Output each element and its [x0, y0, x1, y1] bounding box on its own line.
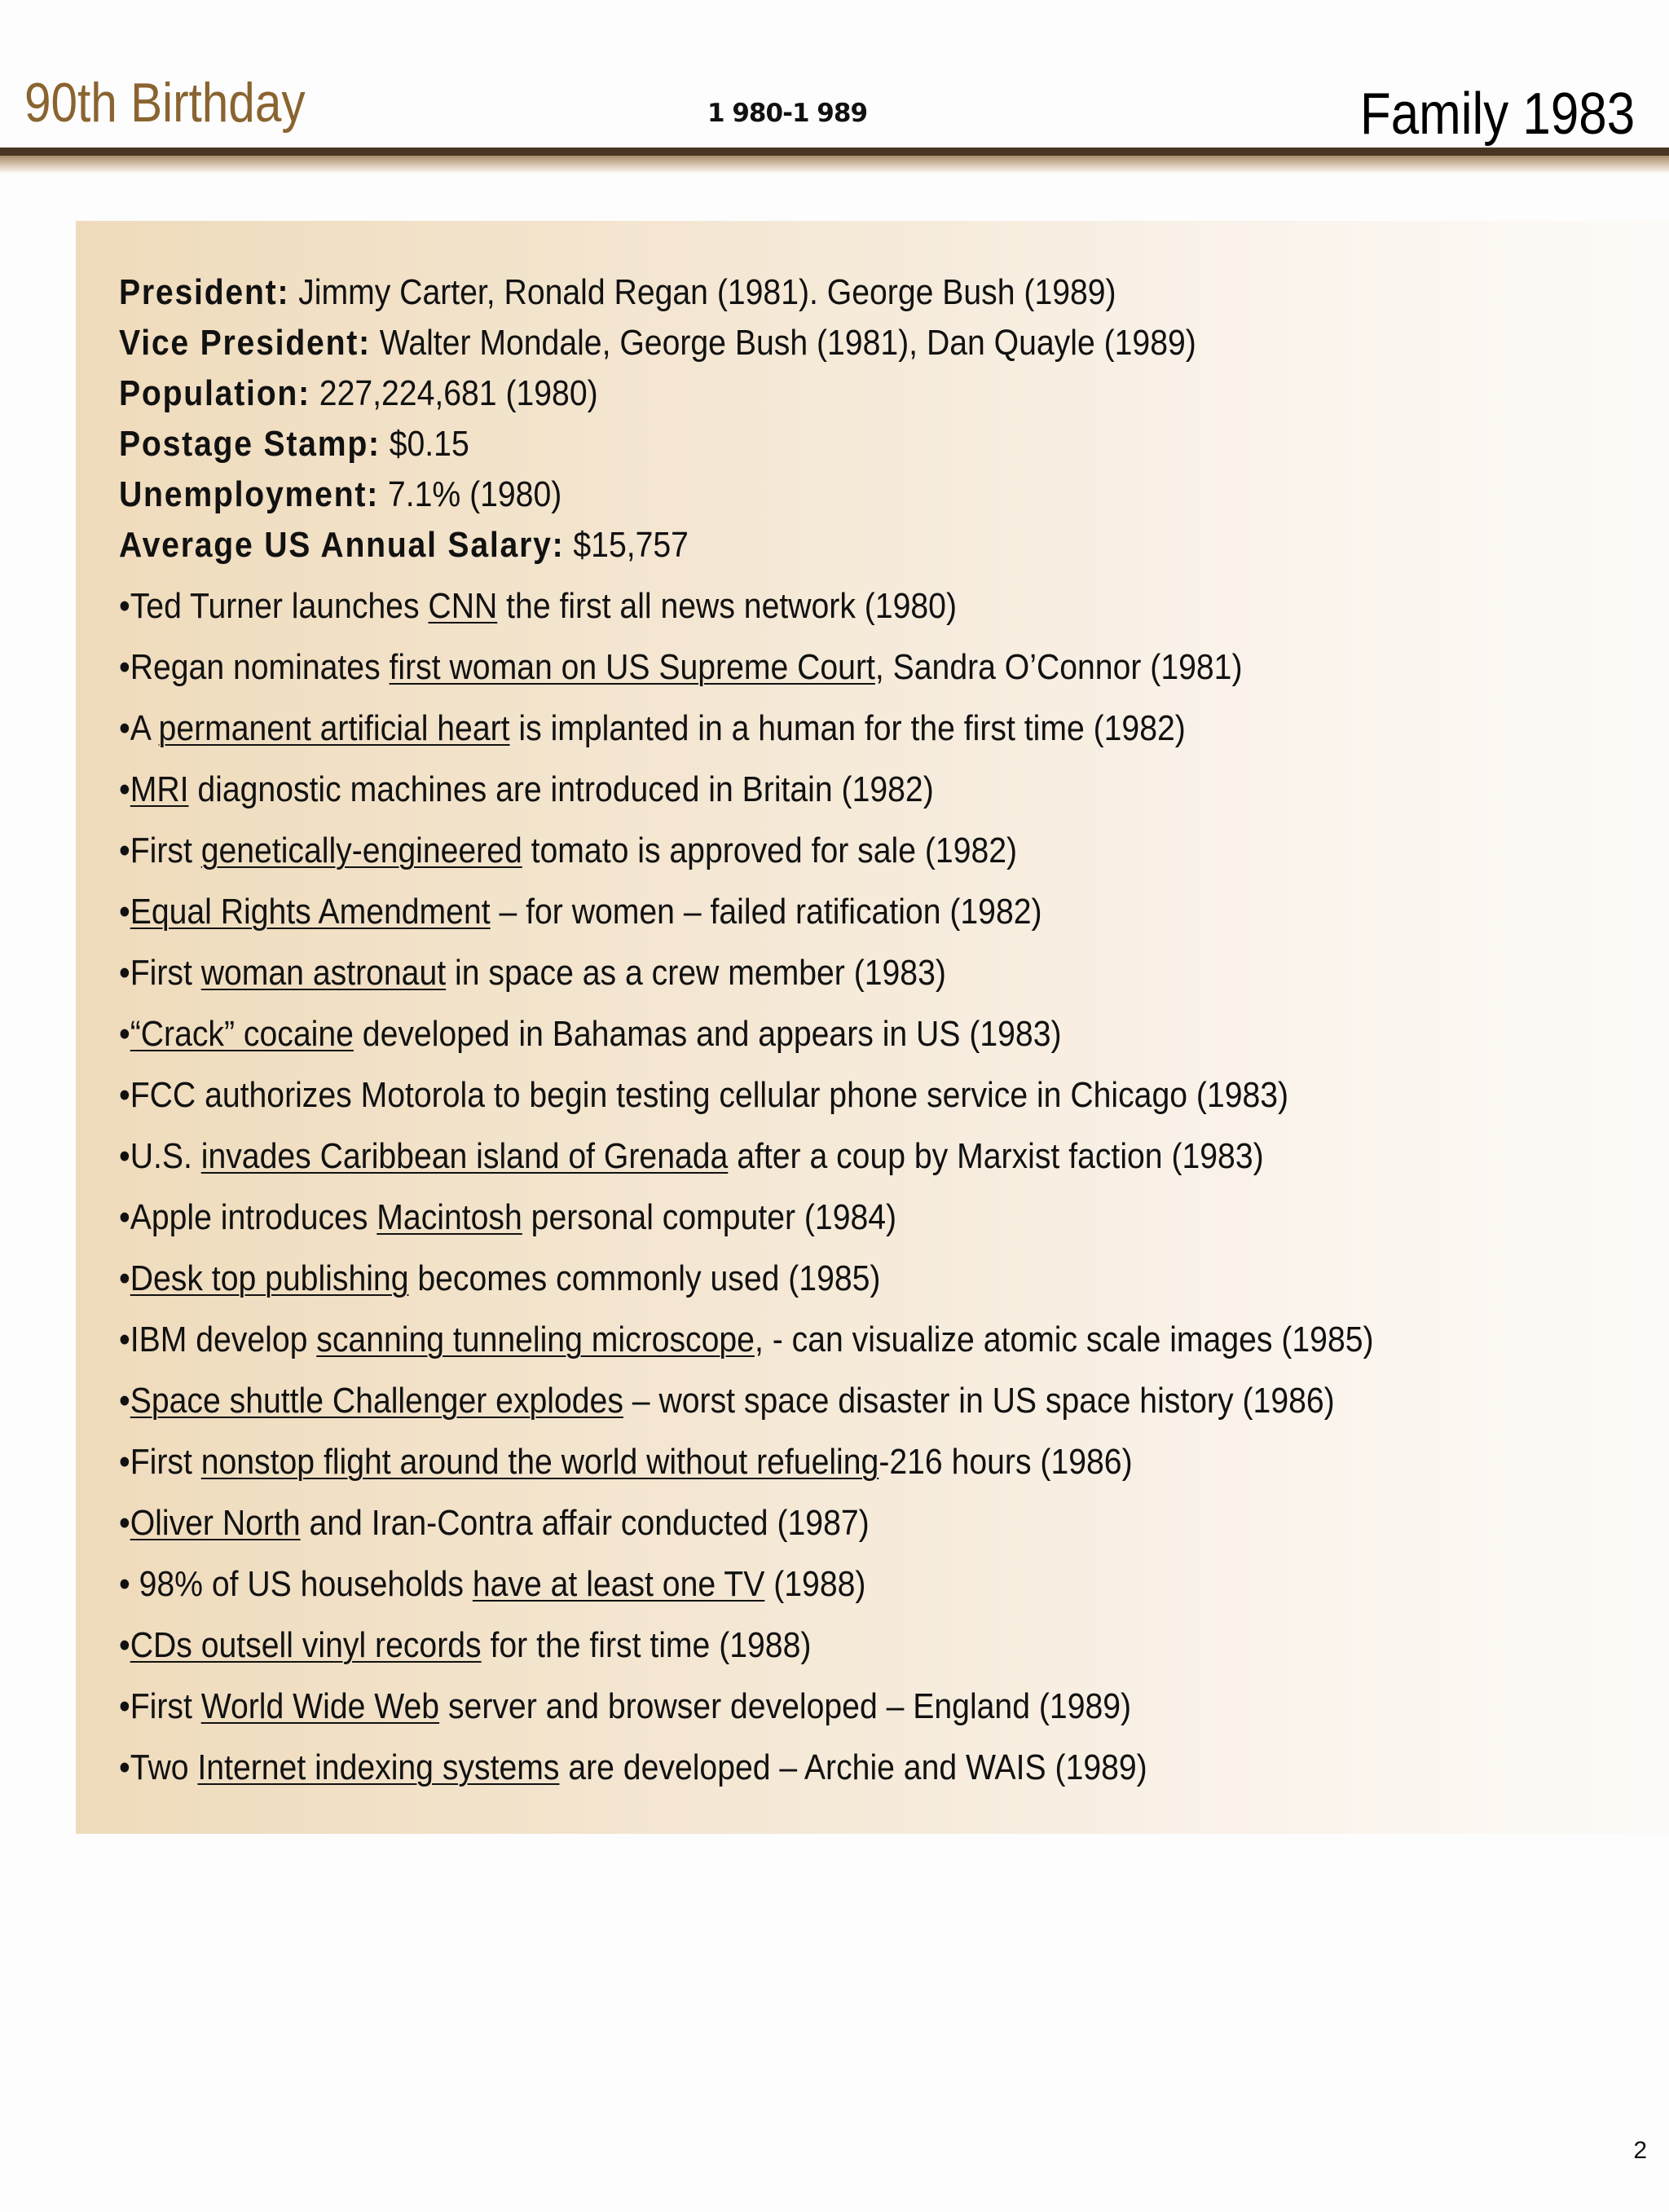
event-text: , - can visualize atomic scale images (1985) — [754, 1320, 1374, 1359]
stat-value: $15,757 — [564, 525, 689, 565]
event-text: developed in Bahamas and appears in US (1983) — [353, 1014, 1062, 1054]
stat-population — [119, 373, 598, 413]
event-link[interactable]: scanning tunneling microscope — [316, 1320, 755, 1359]
event-text: – worst space disaster in US space history (1986) — [623, 1381, 1335, 1421]
event-item — [119, 1566, 865, 1602]
page-number: 2 — [1633, 2137, 1647, 2164]
event-text: after a coup by Marxist faction (1983) — [728, 1136, 1264, 1176]
event-text: in space as a crew member (1983) — [446, 953, 946, 993]
event-text: -216 hours (1986) — [879, 1442, 1133, 1482]
event-link[interactable]: Oliver North — [130, 1503, 301, 1543]
event-link[interactable]: MRI — [130, 769, 189, 809]
event-item — [119, 708, 1186, 748]
event-item — [119, 1077, 1288, 1113]
stat-average-salary — [119, 527, 689, 563]
event-text: – for women – failed ratification (1982) — [490, 892, 1042, 932]
event-text: and Iran-Contra affair conducted (1987) — [300, 1503, 870, 1543]
event-item — [119, 1258, 881, 1298]
event-text: • 98% of US households — [119, 1564, 473, 1604]
event-link[interactable]: have at least one TV — [472, 1564, 765, 1604]
event-text: • — [119, 1014, 130, 1054]
event-item — [119, 588, 957, 624]
stat-vice-president — [119, 325, 1196, 361]
event-item — [119, 955, 946, 991]
event-item — [119, 1383, 1335, 1419]
stat-label: Vice President: — [119, 323, 371, 363]
stat-postage-stamp — [119, 426, 469, 462]
stat-unemployment — [119, 474, 562, 514]
event-text: •Two — [119, 1747, 198, 1787]
stat-label: Unemployment: — [119, 474, 380, 514]
event-link[interactable]: Desk top publishing — [130, 1258, 409, 1298]
header-title: 90th Birthday — [24, 72, 306, 134]
event-text: •A — [119, 708, 159, 748]
event-text: are developed – Archie and WAIS (1989) — [559, 1747, 1147, 1787]
event-item — [119, 833, 1017, 869]
event-text: for the first time (1988) — [481, 1625, 812, 1665]
event-text: •Regan nominates — [119, 647, 390, 687]
event-text: •Apple introduces — [119, 1197, 377, 1237]
event-text: becomes commonly used (1985) — [408, 1258, 881, 1298]
event-text: •U.S. — [119, 1136, 201, 1176]
stat-label: Population: — [119, 373, 310, 413]
stat-value: 227,224,681 (1980) — [310, 373, 598, 413]
event-text: •Ted Turner launches — [119, 586, 429, 626]
event-text: , Sandra O’Connor (1981) — [874, 647, 1243, 687]
event-link[interactable]: woman astronaut — [200, 953, 447, 993]
event-item — [119, 1136, 1264, 1176]
event-item — [119, 1747, 1147, 1787]
event-text: •First — [119, 831, 201, 870]
event-link[interactable]: genetically-engineered — [200, 831, 522, 870]
event-item — [119, 769, 934, 809]
event-item — [119, 1686, 1132, 1726]
event-text: •First — [119, 953, 201, 993]
event-link[interactable]: invades Caribbean island of Grenada — [200, 1136, 729, 1176]
header-decade: 1 980-1 989 — [707, 99, 868, 128]
event-item — [119, 1444, 1133, 1480]
stat-label: Postage Stamp: — [119, 424, 381, 464]
event-item — [119, 1197, 897, 1237]
event-text: • — [119, 1258, 130, 1298]
event-text: •First — [119, 1442, 201, 1482]
event-link[interactable]: “Crack” cocaine — [130, 1014, 354, 1054]
header-rule — [0, 148, 1669, 156]
event-text: (1988) — [764, 1564, 866, 1604]
event-item — [119, 647, 1243, 687]
event-text: •FCC authorizes Motorola to begin testing cellular phone service in Chicago (1983) — [119, 1075, 1289, 1115]
header-rule-shadow — [0, 156, 1669, 174]
event-link[interactable]: Equal Rights Amendment — [130, 892, 491, 932]
event-link[interactable]: CDs outsell vinyl records — [130, 1625, 482, 1665]
event-item — [119, 1625, 812, 1665]
event-text: •First — [119, 1686, 201, 1726]
event-link[interactable]: nonstop flight around the world without refueling — [200, 1442, 879, 1482]
event-link[interactable]: Macintosh — [377, 1197, 522, 1237]
stat-value: $0.15 — [380, 424, 469, 464]
event-text: • — [119, 892, 130, 932]
stat-label: President: — [119, 272, 290, 312]
event-link[interactable]: Internet indexing systems — [197, 1747, 560, 1787]
event-text: the first all news network (1980) — [497, 586, 957, 626]
event-item — [119, 1016, 1062, 1052]
event-text: • — [119, 1381, 130, 1421]
stat-value: 7.1% (1980) — [379, 474, 562, 514]
event-link[interactable]: Space shuttle Challenger explodes — [130, 1381, 623, 1421]
event-link[interactable]: first woman on US Supreme Court — [389, 647, 875, 687]
event-text: • — [119, 1625, 130, 1665]
event-text: • — [119, 769, 130, 809]
stat-value: Jimmy Carter, Ronald Regan (1981). George Bush (1989) — [289, 272, 1116, 312]
event-text: tomato is approved for sale (1982) — [522, 831, 1018, 870]
event-text: personal computer (1984) — [522, 1197, 897, 1237]
event-link[interactable]: permanent artificial heart — [158, 708, 510, 748]
event-text: • — [119, 1503, 130, 1543]
event-link[interactable]: World Wide Web — [200, 1686, 440, 1726]
stat-value: Walter Mondale, George Bush (1981), Dan Quayle (1989) — [370, 323, 1196, 363]
event-text: is implanted in a human for the first time (1982) — [509, 708, 1186, 748]
event-item — [119, 894, 1042, 930]
header-section-title: Family 1983 — [1359, 82, 1635, 147]
event-link[interactable]: CNN — [428, 586, 498, 626]
stat-label: Average US Annual Salary: — [119, 525, 565, 565]
event-text: •IBM develop — [119, 1320, 317, 1359]
event-text: server and browser developed – England (1989) — [439, 1686, 1132, 1726]
event-item — [119, 1505, 870, 1541]
event-text: diagnostic machines are introduced in Britain (1982) — [188, 769, 934, 809]
stat-president — [119, 272, 1116, 312]
event-item — [119, 1322, 1374, 1358]
